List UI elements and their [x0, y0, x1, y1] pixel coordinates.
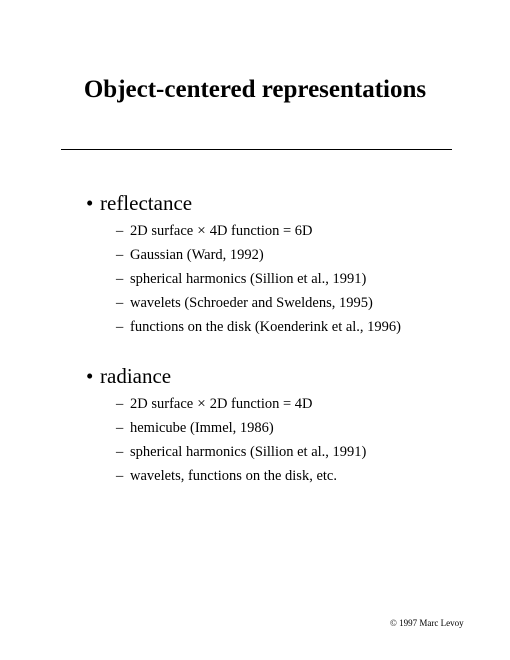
copyright-footer: © 1997 Marc Levoy [390, 618, 464, 628]
bullet-label: radiance [100, 364, 172, 388]
dash-marker: – [116, 444, 124, 460]
item-text-post: 2D function = 4D [209, 396, 313, 412]
item-text: wavelets (Schroeder and Sweldens, 1995) [130, 295, 373, 311]
item-text-pre: 2D surface [130, 396, 194, 412]
slide-title: Object-centered representations [83, 76, 427, 103]
dash-marker: – [116, 468, 124, 484]
bullet-radiance [86, 363, 171, 389]
dash-marker: – [116, 396, 124, 412]
item-text: spherical harmonics (Sillion et al., 1991) [130, 271, 367, 287]
bullet-reflectance [86, 190, 192, 216]
list-item [116, 440, 366, 464]
dash-marker: – [116, 319, 124, 335]
item-text: hemicube (Immel, 1986) [130, 420, 274, 436]
list-item [116, 243, 401, 267]
item-text-post: 4D function = 6D [209, 223, 313, 239]
item-text-pre: 2D surface [130, 223, 194, 239]
list-item [116, 464, 366, 488]
reflectance-sublist [116, 219, 401, 339]
item-text: spherical harmonics (Sillion et al., 1991) [130, 444, 367, 460]
bullet-marker: • [86, 191, 94, 215]
item-text: Gaussian (Ward, 1992) [130, 247, 264, 263]
item-text: functions on the disk (Koenderink et al., 1996) [130, 319, 402, 335]
list-item [116, 416, 366, 440]
dash-marker: – [116, 295, 124, 311]
dash-marker: – [116, 271, 124, 287]
dash-marker: – [116, 223, 124, 239]
dash-marker: – [116, 247, 124, 263]
item-text: wavelets, functions on the disk, etc. [130, 468, 337, 484]
title-divider [61, 149, 452, 150]
times-symbol: × [197, 396, 206, 412]
times-symbol: × [197, 223, 206, 239]
bullet-label: reflectance [100, 191, 193, 215]
list-item [116, 392, 366, 416]
dash-marker: – [116, 420, 124, 436]
list-item [116, 315, 401, 339]
bullet-marker: • [86, 364, 94, 388]
list-item [116, 267, 401, 291]
list-item [116, 291, 401, 315]
list-item [116, 219, 401, 243]
radiance-sublist [116, 392, 366, 488]
